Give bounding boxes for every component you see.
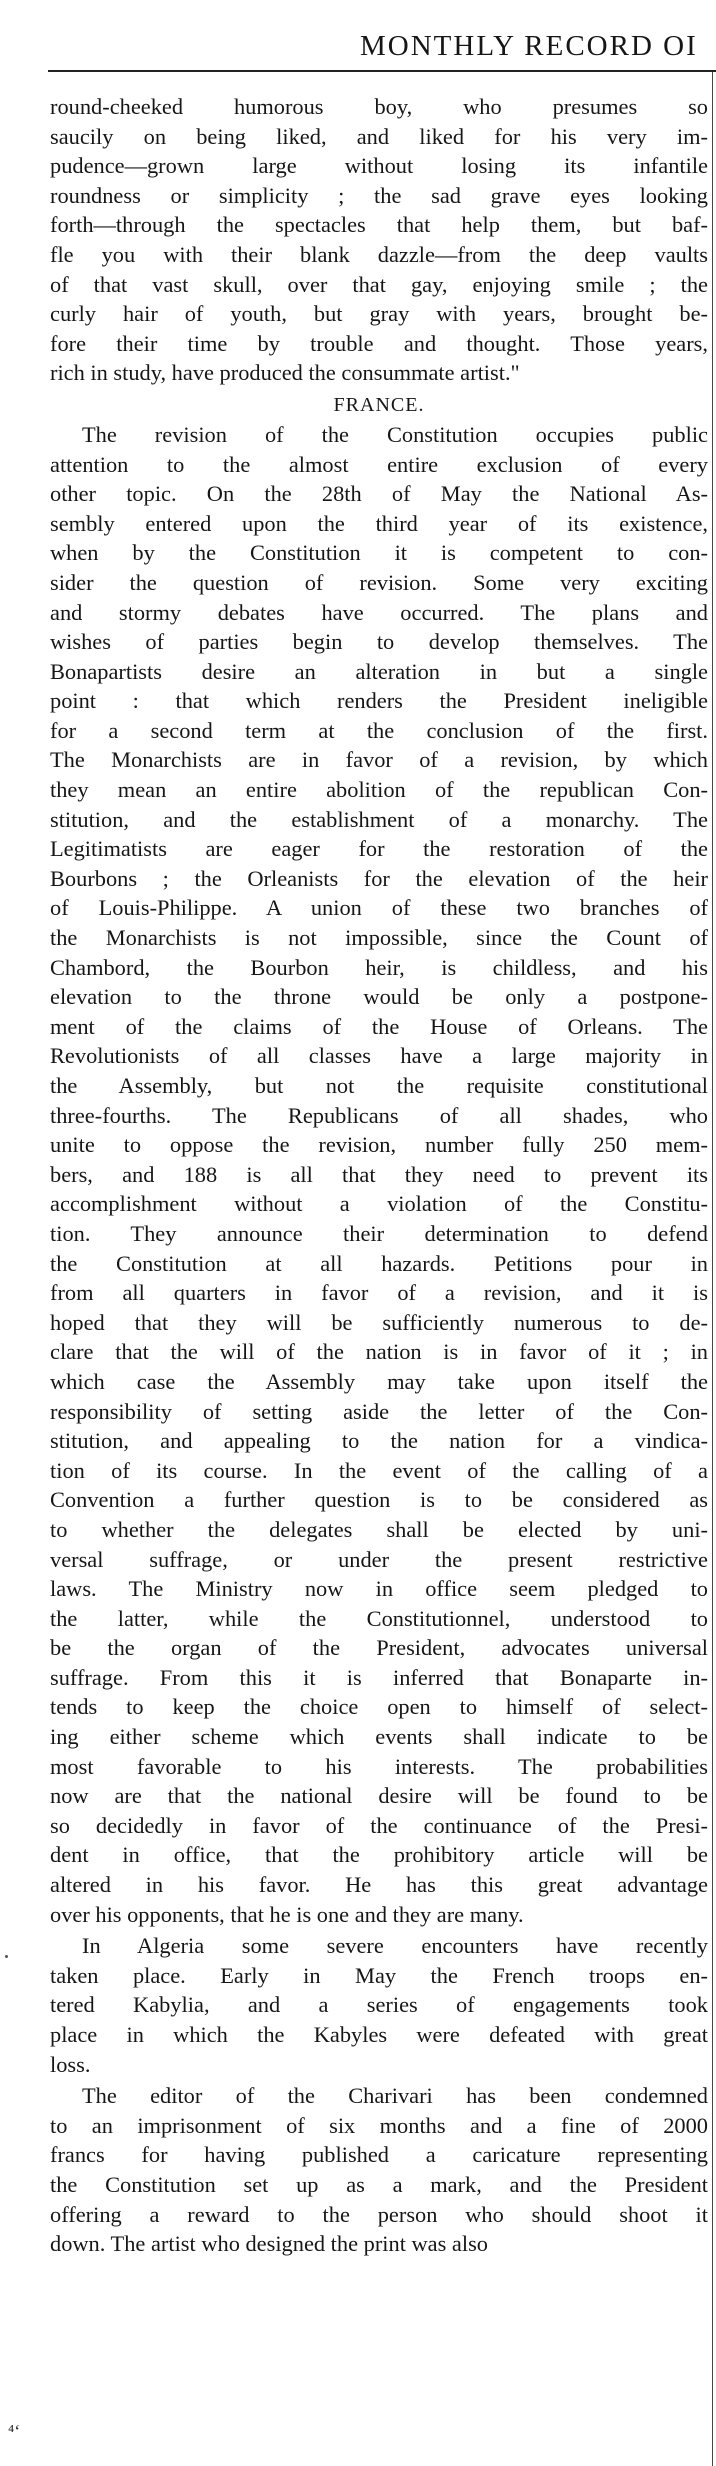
text-line: of Louis-Philippe. A union of these two branches of <box>50 895 708 921</box>
margin-mark: ⁴‘ <box>8 2421 21 2441</box>
text-line: elevation to the throne would be only a postpone- <box>50 984 708 1010</box>
text-line: to whether the delegates shall be elected by uni- <box>50 1516 708 1542</box>
text-line: dent in office, that the prohibitory article will be <box>50 1842 708 1868</box>
text-line: saucily on being liked, and liked for his very im- <box>50 123 708 149</box>
text-line: hoped that they will be sufficiently numerous to de- <box>50 1309 708 1335</box>
text-line: they mean an entire abolition of the republican Con- <box>50 777 708 803</box>
text-line: offering a reward to the person who should shoot it <box>50 2201 708 2227</box>
text-line: suffrage. From this it is inferred that Bonaparte in- <box>50 1664 708 1690</box>
text-line: taken place. Early in May the French troops en- <box>50 1962 708 1988</box>
text-line: bers, and 188 is all that they need to prevent its <box>50 1161 708 1187</box>
text-line: the Monarchists is not impossible, since the Count of <box>50 925 708 951</box>
text-line: the latter, while the Constitutionnel, understood to <box>50 1605 708 1631</box>
column-rule <box>712 72 713 2466</box>
text-line: stitution, and the establishment of a monarchy. The <box>50 806 708 832</box>
text-line: versal suffrage, or under the present restrictive <box>50 1546 708 1572</box>
text-line: three-fourths. The Republicans of all shades, who <box>50 1102 708 1128</box>
text-line: down. The artist who designed the print was also <box>50 2231 488 2257</box>
text-line: laws. The Ministry now in office seem pledged to <box>50 1576 708 1602</box>
text-line: stitution, and appealing to the nation for a vindica- <box>50 1428 708 1454</box>
text-column <box>50 92 708 2259</box>
text-line: over his opponents, that he is one and they are many. <box>50 1901 524 1927</box>
text-line: In Algeria some severe encounters have recently <box>82 1933 708 1959</box>
text-line: which case the Assembly may take upon itself the <box>50 1368 708 1394</box>
text-line: wishes of parties begin to develop themselves. The <box>50 629 708 655</box>
text-line: tered Kabylia, and a series of engagements took <box>50 1992 708 2018</box>
text-line: place in which the Kabyles were defeated with great <box>50 2022 708 2047</box>
text-line: from all quarters in favor of a revision, and it is <box>50 1280 708 1306</box>
text-line: the Assembly, but not the requisite constitutional <box>50 1073 708 1098</box>
text-line: when by the Constitution it is competent to con- <box>50 540 708 566</box>
text-line: forth—through the spectacles that help them, but baf- <box>50 212 708 238</box>
text-line: tends to keep the choice open to himself of select- <box>50 1694 708 1720</box>
text-line: of that vast skull, over that gay, enjoying smile ; the <box>50 271 708 297</box>
text-line: tion of its course. In the event of the calling of a <box>50 1457 708 1483</box>
paragraph-algeria <box>50 1931 708 2079</box>
text-line: altered in his favor. He has this great advantage <box>50 1872 708 1898</box>
text-line: Chambord, the Bourbon heir, is childless, and his <box>50 954 708 980</box>
running-title: MONTHLY RECORD OI <box>360 30 698 62</box>
text-line: clare that the will of the nation is in favor of it ; in <box>50 1339 708 1365</box>
text-line: point : that which renders the President ineligible <box>50 688 708 714</box>
text-line: accomplishment without a violation of the Constitu- <box>50 1191 708 1217</box>
paragraph-charivari <box>50 2081 708 2259</box>
margin-speck <box>5 1955 8 1958</box>
text-line: curly hair of youth, but gray with years, brought be- <box>50 301 708 327</box>
text-line: other topic. On the 28th of May the National As- <box>50 481 708 507</box>
text-line: and stormy debates have occurred. The plans and <box>50 599 708 625</box>
text-line: now are that the national desire will be found to be <box>50 1783 708 1809</box>
text-line: most favorable to his interests. The probabilities <box>50 1753 708 1779</box>
text-line: ing either scheme which events shall indicate to be <box>50 1724 708 1750</box>
text-line: rich in study, have produced the consummate artist." <box>50 360 520 386</box>
text-line: be the organ of the President, advocates universal <box>50 1635 708 1661</box>
text-line: attention to the almost entire exclusion of every <box>50 451 708 477</box>
text-line: Convention a further question is to be considered as <box>50 1487 708 1513</box>
text-line: tion. They announce their determination to defend <box>50 1220 708 1246</box>
text-line: fore their time by trouble and thought. Those years, <box>50 330 708 356</box>
text-line: Bonapartists desire an alteration in but a single <box>50 658 708 684</box>
text-line: sembly entered upon the third year of its existence, <box>50 510 708 536</box>
header-rule <box>48 70 716 72</box>
text-line: loss. <box>50 2051 91 2077</box>
text-line: Legitimatists are eager for the restoration of the <box>50 836 708 862</box>
text-line: francs for having published a caricature representing <box>50 2142 708 2168</box>
text-line: to an imprisonment of six months and a fine of 2000 <box>50 2112 708 2138</box>
text-line: Bourbons ; the Orleanists for the elevation of the heir <box>50 865 708 891</box>
text-line: unite to oppose the revision, number fully 250 mem- <box>50 1132 708 1158</box>
paragraph-revision <box>50 420 708 1929</box>
text-line: sider the question of revision. Some very exciting <box>50 569 708 595</box>
text-line: The editor of the Charivari has been condemned <box>82 2083 708 2109</box>
text-line: The Monarchists are in favor of a revision, by which <box>50 747 708 773</box>
text-line: the Constitution set up as a mark, and the President <box>50 2171 708 2197</box>
paragraph-continuation <box>50 92 708 388</box>
text-line: Revolutionists of all classes have a large majority in <box>50 1043 708 1069</box>
section-heading-france: FRANCE. <box>333 393 425 416</box>
text-line: ment of the claims of the House of Orleans. The <box>50 1013 708 1039</box>
text-line: The revision of the Constitution occupies public <box>82 421 708 447</box>
text-line: for a second term at the conclusion of the first. <box>50 717 708 743</box>
text-line: pudence—grown large without losing its infantile <box>50 153 708 179</box>
text-line: fle you with their blank dazzle—from the deep vaults <box>50 241 708 267</box>
text-line: the Constitution at all hazards. Petitions pour in <box>50 1250 708 1276</box>
text-line: round-cheeked humorous boy, who presumes so <box>50 94 708 119</box>
text-line: so decidedly in favor of the continuance of the Presi- <box>50 1812 708 1838</box>
text-line: responsibility of setting aside the letter of the Con- <box>50 1398 708 1424</box>
text-line: roundness or simplicity ; the sad grave eyes looking <box>50 182 708 208</box>
